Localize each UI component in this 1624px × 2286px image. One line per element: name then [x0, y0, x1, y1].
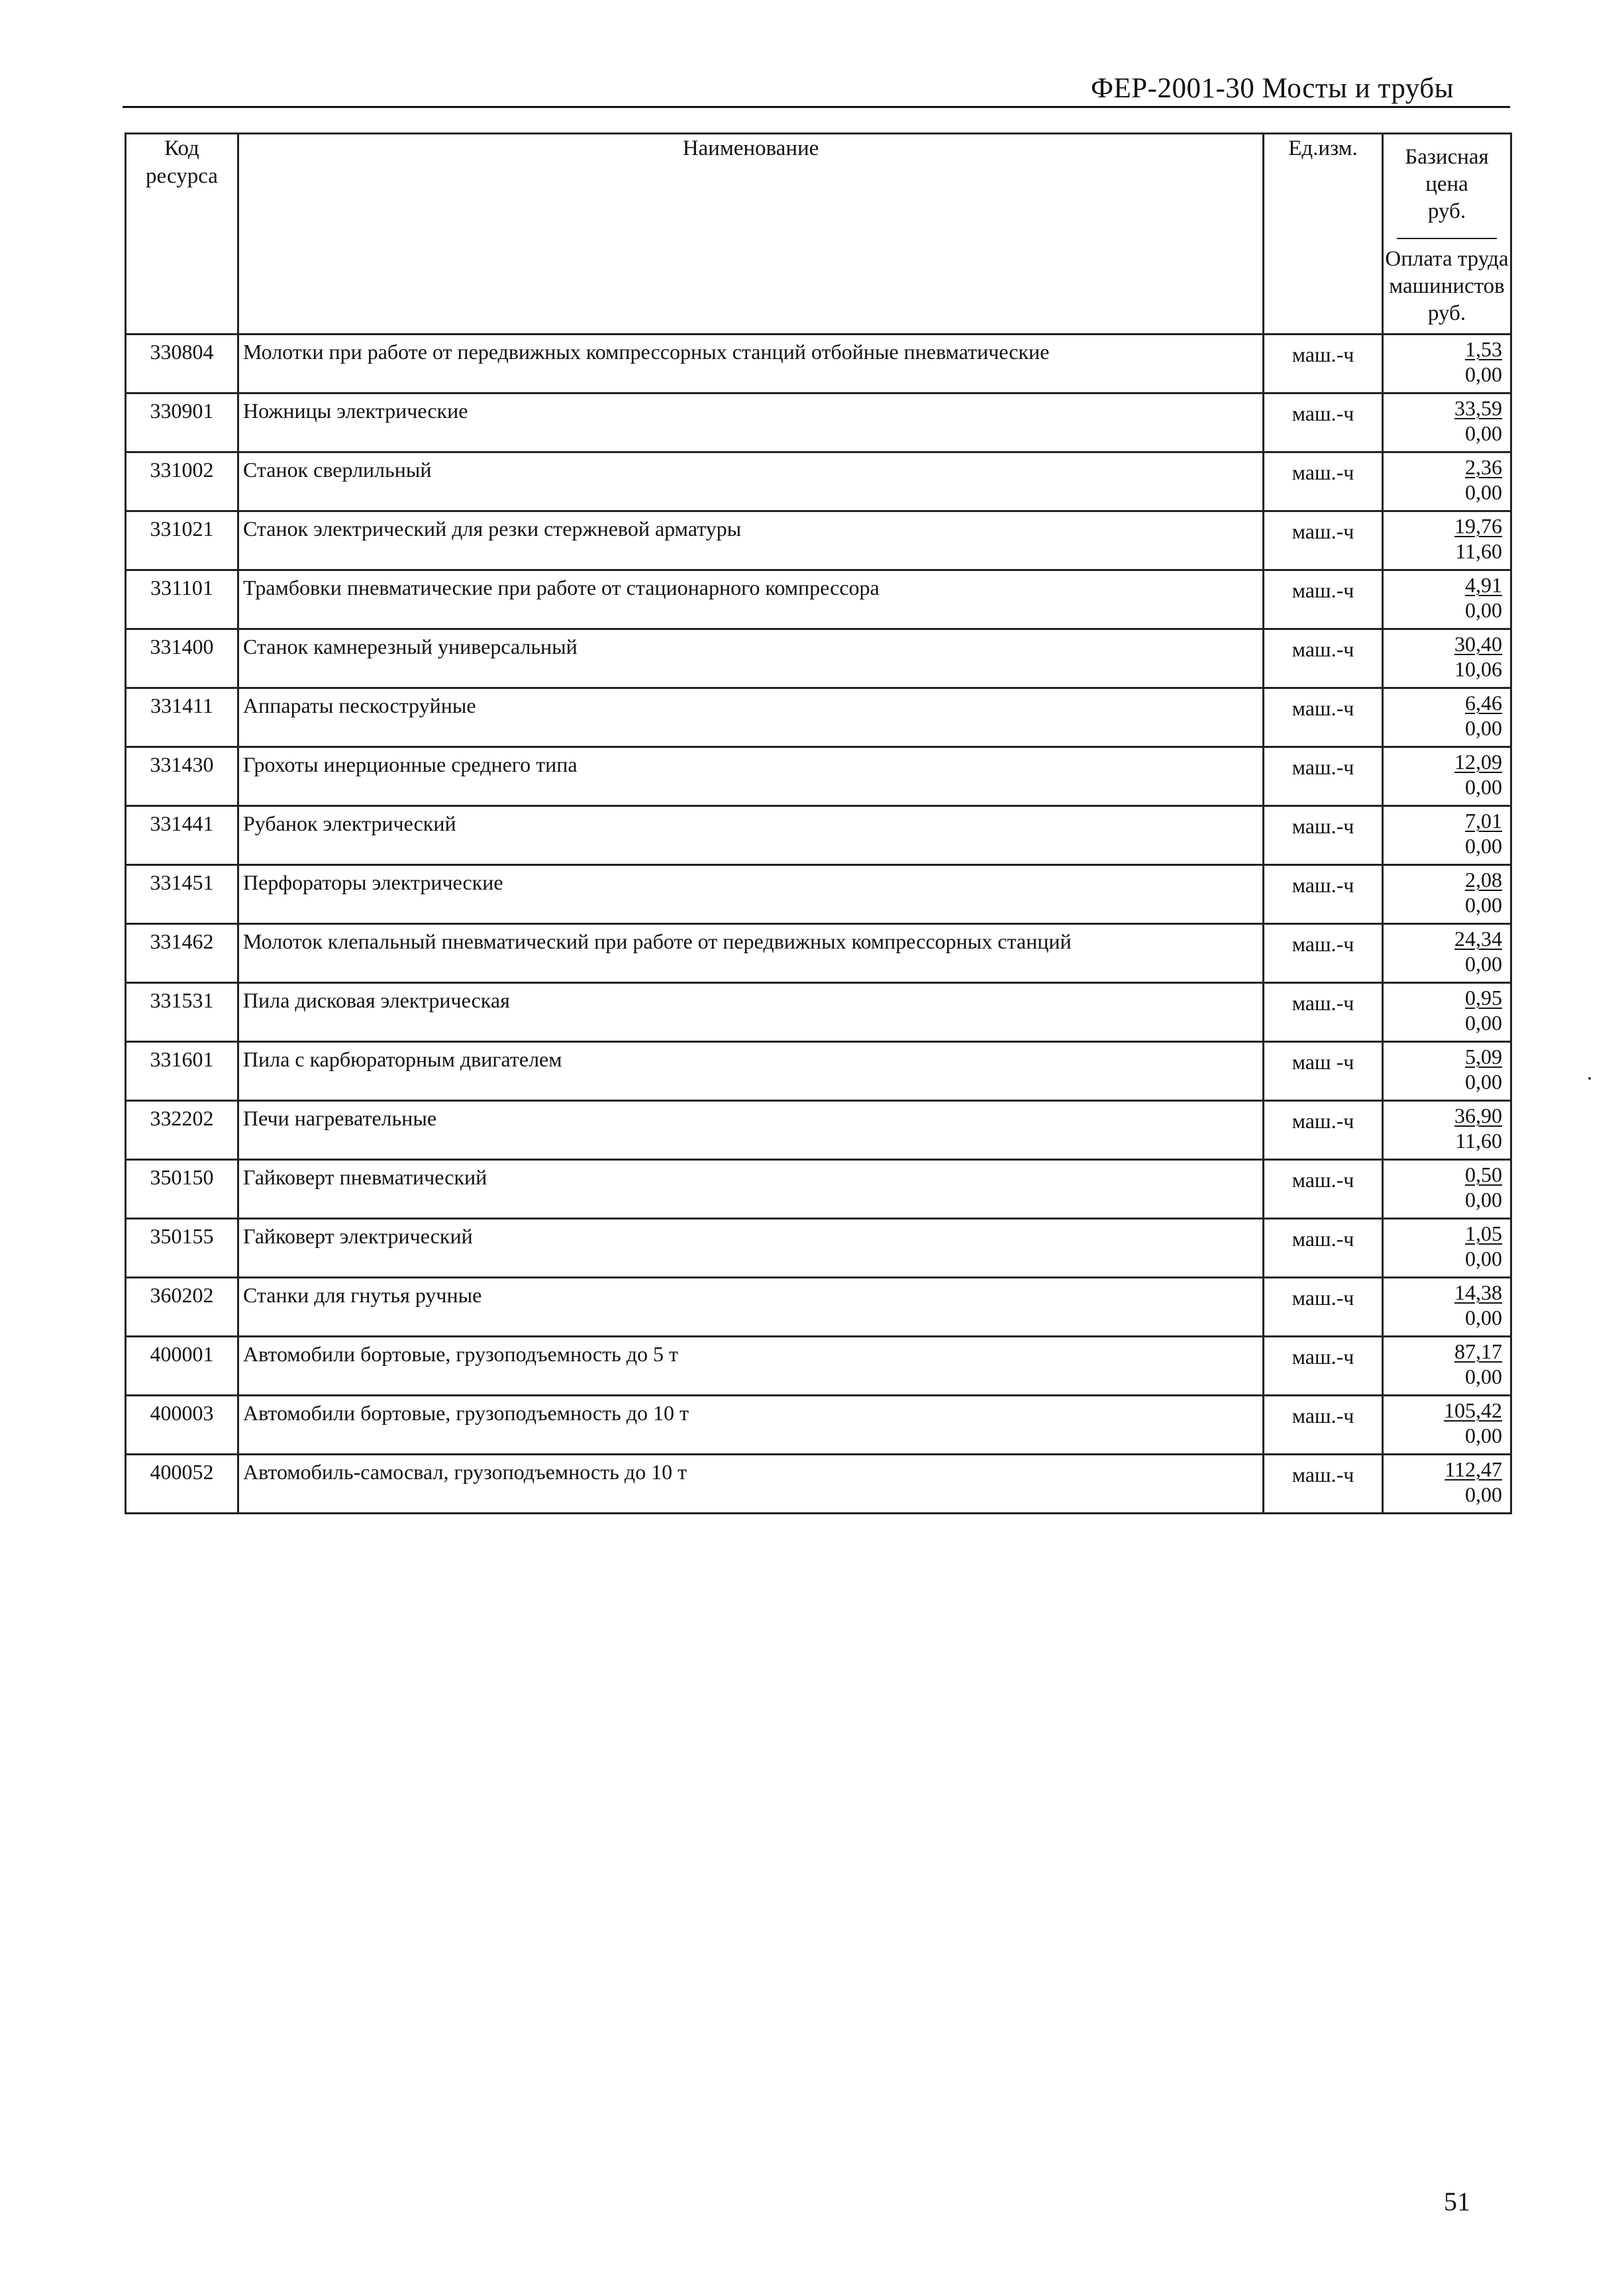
resource-name: Станок сверлильный [238, 452, 1264, 511]
resource-code: 350155 [126, 1219, 238, 1278]
resource-price-cell [1383, 1455, 1511, 1514]
operator-pay: 0,00 [1465, 598, 1502, 622]
resource-name: Аппараты пескоструйные [238, 688, 1264, 747]
base-price: 24,34 [1454, 927, 1502, 951]
resource-name: Гайковерт пневматический [238, 1160, 1264, 1219]
resource-price-cell [1383, 924, 1511, 983]
resource-code: 331531 [126, 983, 238, 1042]
operator-pay: 0,00 [1465, 1188, 1502, 1212]
scan-speck [1588, 1077, 1591, 1080]
resources-table [125, 132, 1512, 1514]
header-divider [1397, 238, 1497, 239]
table-row [126, 511, 1511, 570]
resource-name: Станок камнерезный универсальный [238, 629, 1264, 688]
resource-name: Ножницы электрические [238, 393, 1264, 452]
table-row [126, 452, 1511, 511]
resource-name: Печи нагревательные [238, 1101, 1264, 1160]
resource-unit: маш.-ч [1264, 1160, 1383, 1219]
resource-price-cell [1383, 1396, 1511, 1455]
table-row [126, 1042, 1511, 1101]
header-operator-pay: Оплата труда машинистов руб. [1385, 247, 1509, 325]
base-price: 2,36 [1465, 455, 1502, 479]
base-price: 6,46 [1465, 691, 1502, 715]
table-body [126, 335, 1511, 1514]
resource-code: 331462 [126, 924, 238, 983]
operator-pay: 0,00 [1465, 1247, 1502, 1271]
resource-code: 331021 [126, 511, 238, 570]
resource-code: 330901 [126, 393, 238, 452]
table-row [126, 924, 1511, 983]
resource-code: 331002 [126, 452, 238, 511]
operator-pay: 0,00 [1465, 1011, 1502, 1035]
resource-price-cell [1383, 688, 1511, 747]
base-price: 30,40 [1454, 632, 1502, 656]
resource-price-cell [1383, 1160, 1511, 1219]
resource-unit: маш.-ч [1264, 806, 1383, 865]
resource-price-cell [1383, 452, 1511, 511]
resource-code: 331101 [126, 570, 238, 629]
base-price: 19,76 [1454, 514, 1502, 538]
resource-name: Молоток клепальный пневматический при работе от передвижных компрессорных станций [238, 924, 1264, 983]
resource-name: Пила дисковая электрическая [238, 983, 1264, 1042]
resource-name: Грохоты инерционные среднего типа [238, 747, 1264, 806]
resource-price-cell [1383, 747, 1511, 806]
resource-code: 331601 [126, 1042, 238, 1101]
operator-pay: 0,00 [1465, 1482, 1502, 1506]
resource-unit: маш.-ч [1264, 747, 1383, 806]
resource-code: 350150 [126, 1160, 238, 1219]
header-name: Наименование [238, 134, 1264, 335]
table-row [126, 393, 1511, 452]
resource-unit: маш.-ч [1264, 511, 1383, 570]
table-row [126, 747, 1511, 806]
resource-price-cell [1383, 1278, 1511, 1337]
resource-price-cell [1383, 1219, 1511, 1278]
base-price: 87,17 [1454, 1339, 1502, 1363]
resource-unit: маш.-ч [1264, 452, 1383, 511]
resource-name: Гайковерт электрический [238, 1219, 1264, 1278]
resource-price-cell [1383, 393, 1511, 452]
table-row [126, 1160, 1511, 1219]
resource-name: Автомобили бортовые, грузоподъемность до 10 т [238, 1396, 1264, 1455]
page-header [123, 70, 1510, 108]
operator-pay: 0,00 [1465, 421, 1502, 445]
table-row [126, 806, 1511, 865]
resource-unit: маш.-ч [1264, 688, 1383, 747]
base-price: 5,09 [1465, 1045, 1502, 1068]
base-price: 105,42 [1444, 1398, 1502, 1422]
resource-name: Станок электрический для резки стержневой арматуры [238, 511, 1264, 570]
base-price: 33,59 [1454, 396, 1502, 420]
base-price: 1,05 [1465, 1221, 1502, 1245]
operator-pay: 0,00 [1465, 1070, 1502, 1094]
table-row [126, 1278, 1511, 1337]
operator-pay: 0,00 [1465, 1424, 1502, 1447]
resource-code: 400003 [126, 1396, 238, 1455]
table-row [126, 865, 1511, 924]
operator-pay: 0,00 [1465, 1306, 1502, 1329]
base-price: 14,38 [1454, 1280, 1502, 1304]
resource-price-cell [1383, 511, 1511, 570]
resource-unit: маш.-ч [1264, 393, 1383, 452]
table-header-row [126, 134, 1511, 335]
page-number: 51 [1444, 2187, 1470, 2216]
base-price: 4,91 [1465, 573, 1502, 597]
table-row [126, 688, 1511, 747]
base-price: 36,90 [1454, 1104, 1502, 1127]
table-row [126, 1455, 1511, 1514]
base-price: 0,95 [1465, 986, 1502, 1010]
resource-price-cell [1383, 865, 1511, 924]
table-row [126, 629, 1511, 688]
resource-code: 331451 [126, 865, 238, 924]
operator-pay: 11,60 [1455, 1129, 1502, 1153]
resource-unit: маш.-ч [1264, 1337, 1383, 1396]
resource-unit: маш.-ч [1264, 629, 1383, 688]
resource-unit: маш.-ч [1264, 1396, 1383, 1455]
table-row [126, 1337, 1511, 1396]
resource-unit: маш.-ч [1264, 1278, 1383, 1337]
resource-name: Пила с карбюраторным двигателем [238, 1042, 1264, 1101]
table-row [126, 1219, 1511, 1278]
resource-code: 400001 [126, 1337, 238, 1396]
base-price: 0,50 [1465, 1163, 1502, 1186]
resource-name: Автомобили бортовые, грузоподъемность до 5 т [238, 1337, 1264, 1396]
operator-pay: 0,00 [1465, 716, 1502, 740]
resource-code: 331411 [126, 688, 238, 747]
resource-name: Автомобиль-самосвал, грузоподъемность до 10 т [238, 1455, 1264, 1514]
resource-code: 400052 [126, 1455, 238, 1514]
resource-price-cell [1383, 806, 1511, 865]
resource-unit: маш.-ч [1264, 983, 1383, 1042]
resource-code: 360202 [126, 1278, 238, 1337]
resource-price-cell [1383, 1337, 1511, 1396]
table-row [126, 570, 1511, 629]
resource-price-cell [1383, 983, 1511, 1042]
resource-price-cell [1383, 629, 1511, 688]
resource-code: 330804 [126, 335, 238, 393]
document-title: ФЕР-2001-30 Мосты и трубы [1090, 73, 1454, 104]
resource-unit: маш.-ч [1264, 1101, 1383, 1160]
header-price [1383, 134, 1511, 335]
operator-pay: 0,00 [1465, 1365, 1502, 1388]
resource-unit: маш -ч [1264, 1042, 1383, 1101]
resource-name: Рубанок электрический [238, 806, 1264, 865]
resource-code: 332202 [126, 1101, 238, 1160]
operator-pay: 11,60 [1455, 539, 1502, 563]
base-price: 12,09 [1454, 750, 1502, 774]
resource-unit: маш.-ч [1264, 335, 1383, 393]
resource-code: 331430 [126, 747, 238, 806]
resource-price-cell [1383, 335, 1511, 393]
resource-name: Трамбовки пневматические при работе от стационарного компрессора [238, 570, 1264, 629]
operator-pay: 0,00 [1465, 775, 1502, 799]
table-row [126, 1101, 1511, 1160]
resource-unit: маш.-ч [1264, 1219, 1383, 1278]
operator-pay: 10,06 [1454, 657, 1502, 681]
base-price: 2,08 [1465, 868, 1502, 892]
table-row [126, 335, 1511, 393]
header-unit: Ед.изм. [1264, 134, 1383, 335]
operator-pay: 0,00 [1465, 952, 1502, 976]
operator-pay: 0,00 [1465, 480, 1502, 504]
resource-price-cell [1383, 570, 1511, 629]
resource-price-cell [1383, 1101, 1511, 1160]
base-price: 7,01 [1465, 809, 1502, 833]
header-code: Код ресурса [126, 134, 238, 335]
operator-pay: 0,00 [1465, 834, 1502, 858]
resource-code: 331400 [126, 629, 238, 688]
resource-code: 331441 [126, 806, 238, 865]
resource-price-cell [1383, 1042, 1511, 1101]
base-price: 1,53 [1465, 337, 1502, 361]
resource-unit: маш.-ч [1264, 570, 1383, 629]
resource-unit: маш.-ч [1264, 1455, 1383, 1514]
resource-name: Станки для гнутья ручные [238, 1278, 1264, 1337]
operator-pay: 0,00 [1465, 893, 1502, 917]
header-base-price: Базисная цена руб. [1405, 145, 1489, 223]
resource-unit: маш.-ч [1264, 865, 1383, 924]
table-row [126, 983, 1511, 1042]
resource-name: Молотки при работе от передвижных компрессорных станций отбойные пневматические [238, 335, 1264, 393]
operator-pay: 0,00 [1465, 362, 1502, 386]
table-row [126, 1396, 1511, 1455]
resource-name: Перфораторы электрические [238, 865, 1264, 924]
resource-unit: маш.-ч [1264, 924, 1383, 983]
base-price: 112,47 [1445, 1457, 1502, 1481]
